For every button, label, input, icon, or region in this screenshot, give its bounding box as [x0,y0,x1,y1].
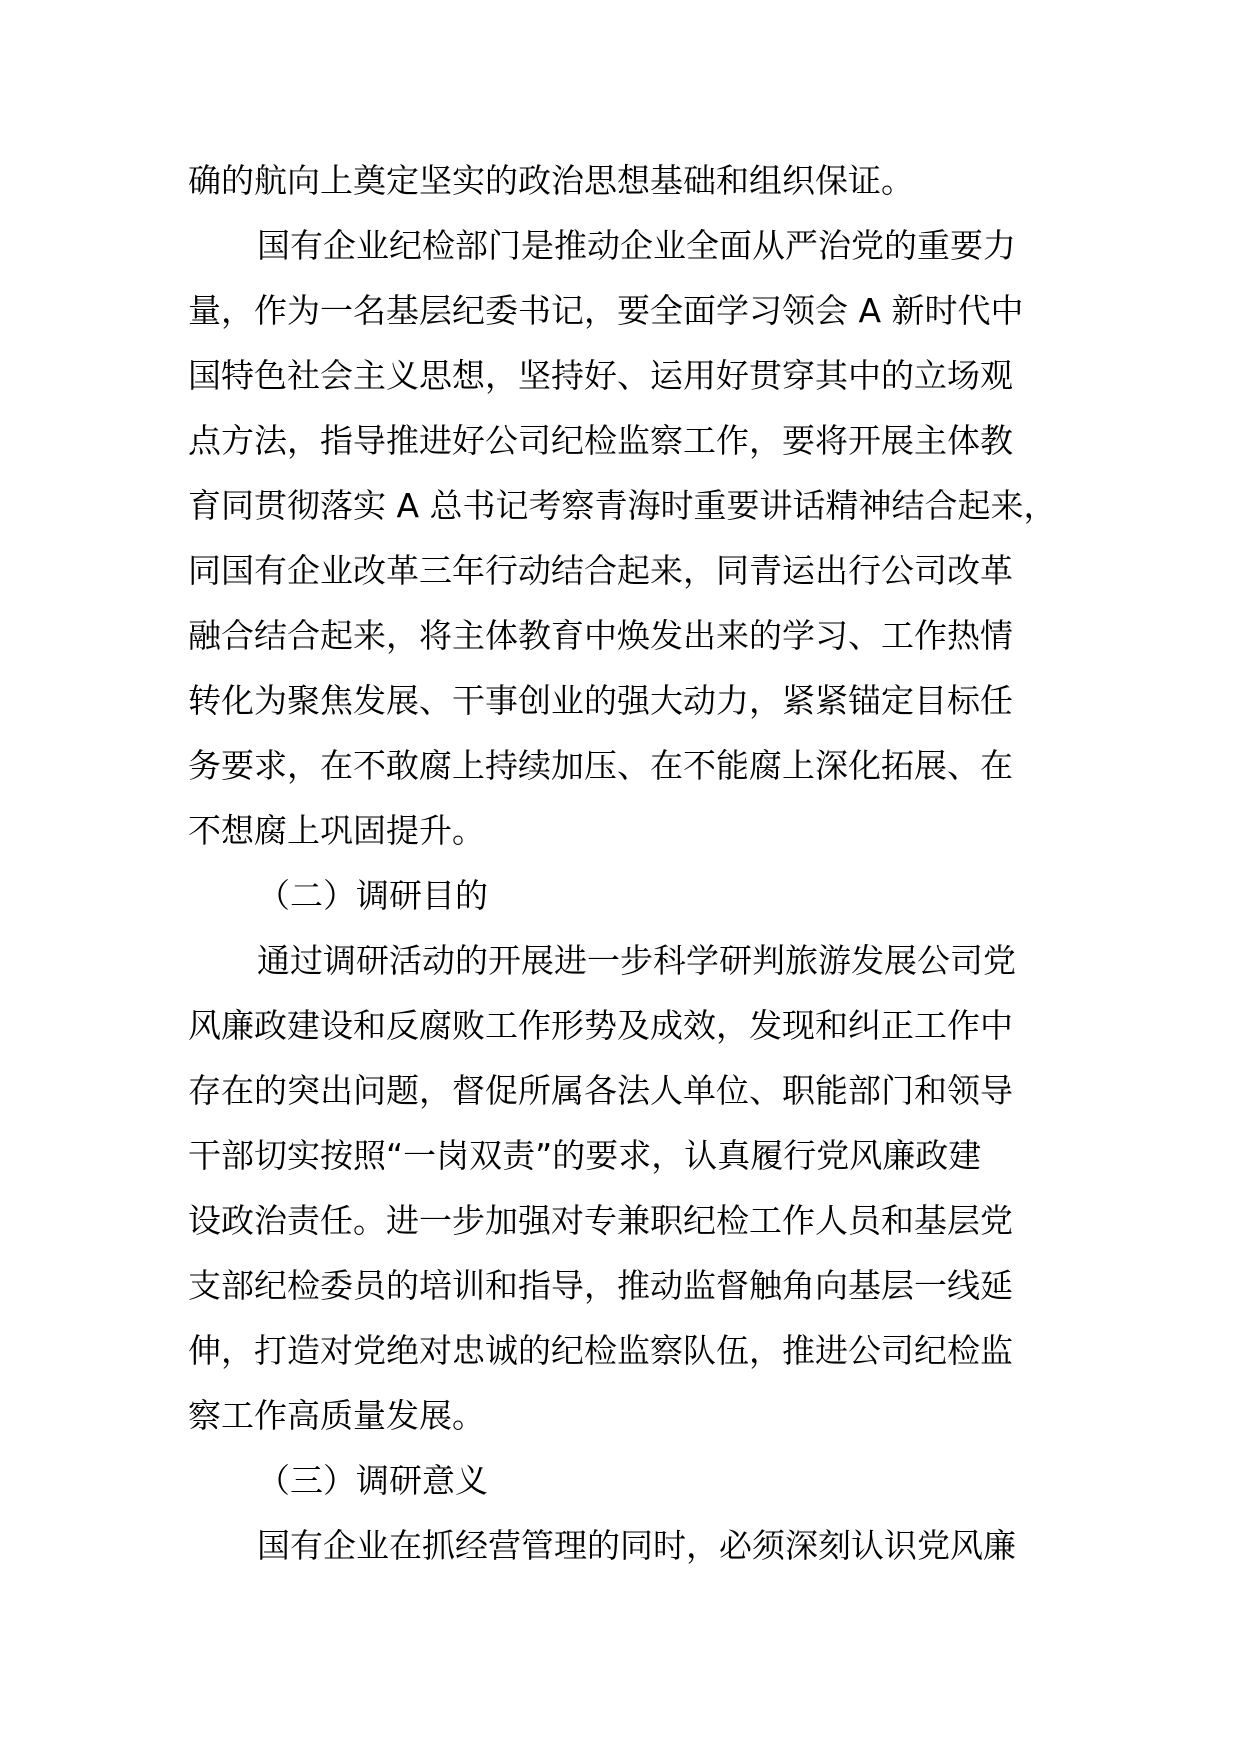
text-line: 务要求，在不敢腐上持续加压、在不能腐上深化拓展、在 [188,746,1013,785]
text-line: 不想腐上巩固提升。 [188,811,485,850]
text-line: 融合结合起来，将主体教育中焕发出来的学习、工作热情 [188,616,1013,655]
text-line: 同国有企业改革三年行动结合起来，同青运出行公司改革 [188,551,1013,590]
text-line: 确的航向上奠定坚实的政治思想基础和组织保证。 [188,161,914,200]
text-line: 支部纪检委员的培训和指导，推动监督触角向基层一线延 [188,1266,1013,1305]
section-heading: （三）调研意义 [257,1461,488,1500]
paragraph-start-line: 国有企业纪检部门是推动企业全面从严治党的重要力 [257,226,1016,265]
text-line: 伸，打造对党绝对忠诚的纪检监察队伍，推进公司纪检监 [188,1331,1013,1370]
text-line: 干部切实按照“一岗双责”的要求，认真履行党风廉政建 [188,1136,982,1175]
text-line: 风廉政建设和反腐败工作形势及成效，发现和纠正工作中 [188,1006,1013,1045]
paragraph-start-line: 国有企业在抓经营管理的同时，必须深刻认识党风廉 [257,1526,1016,1565]
body-text [188,148,1088,1578]
text-line: 转化为聚焦发展、干事创业的强大动力，紧紧锚定目标任 [188,681,1013,720]
text-line: 点方法，指导推进好公司纪检监察工作，要将开展主体教 [188,421,1013,460]
text-line: 存在的突出问题，督促所属各法人单位、职能部门和领导 [188,1071,1013,1110]
text-line: 育同贯彻落实 A 总书记考察青海时重要讲话精神结合起来， [188,486,1057,525]
paragraph-start-line: 通过调研活动的开展进一步科学研判旅游发展公司党 [257,941,1016,980]
text-line: 察工作高质量发展。 [188,1396,485,1435]
text-line: 设政治责任。进一步加强对专兼职纪检工作人员和基层党 [188,1201,1013,1240]
text-line: 量，作为一名基层纪委书记，要全面学习领会 A 新时代中 [188,291,1024,330]
section-heading: （二）调研目的 [257,876,488,915]
text-line: 国特色社会主义思想，坚持好、运用好贯穿其中的立场观 [188,356,1013,395]
